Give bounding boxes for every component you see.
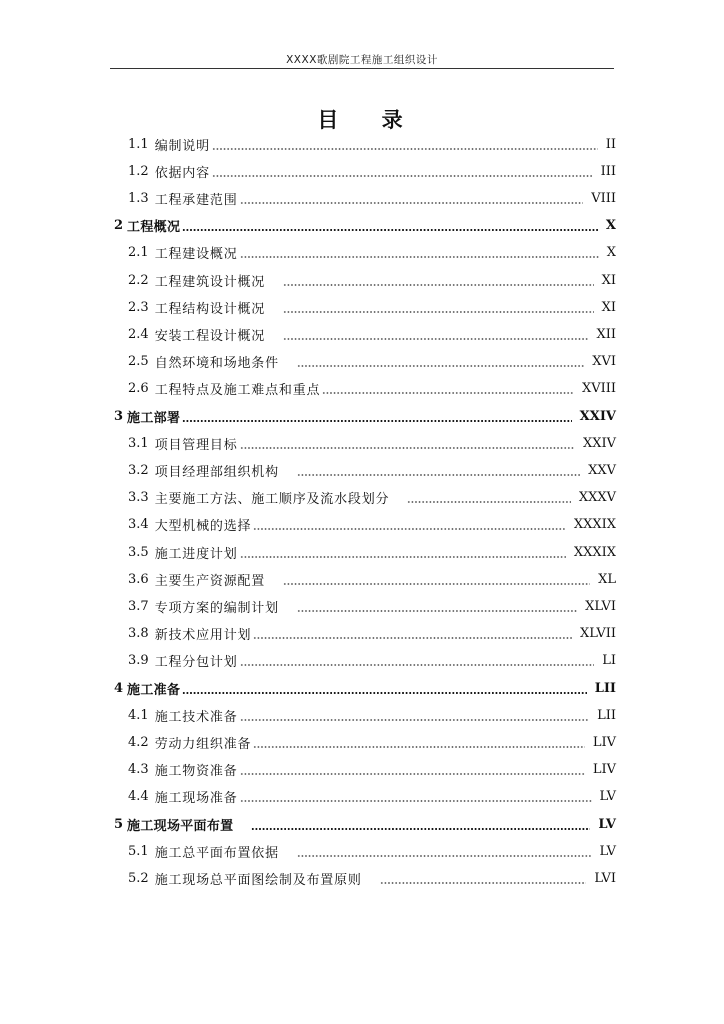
page-header: XXXX歌剧院工程施工组织设计 <box>286 54 438 66</box>
toc-chapter-entry[interactable] <box>114 213 616 239</box>
toc-page-number: XL <box>598 571 616 587</box>
toc-entry-number: 1.3 <box>128 190 149 206</box>
toc-entry-number: 3.9 <box>128 653 149 669</box>
dot-leader <box>212 165 593 178</box>
dot-leader <box>240 437 575 450</box>
dot-leader <box>182 682 586 695</box>
dot-leader <box>240 709 590 722</box>
toc-entry-title: 施工现场总平面图绘制及布置原则 <box>154 872 362 888</box>
toc-entry-number: 3.4 <box>128 517 149 533</box>
toc-section-entry[interactable] <box>128 376 616 402</box>
dot-leader <box>253 627 572 640</box>
dot-leader <box>297 600 577 613</box>
toc-section-entry[interactable] <box>128 539 616 565</box>
dot-leader <box>182 219 598 232</box>
toc-page-number: LV <box>599 843 616 859</box>
toc-page-number: LV <box>599 789 616 805</box>
toc-entry-number: 3.2 <box>128 462 149 478</box>
toc-page-number: LII <box>597 707 616 723</box>
toc-entry-number: 3.1 <box>128 435 149 451</box>
toc-page-number: LI <box>602 653 616 669</box>
toc-entry-title: 工程承建范围 <box>154 192 238 208</box>
toc-section-entry[interactable] <box>128 158 616 184</box>
toc-section-entry[interactable] <box>128 784 616 810</box>
toc-page-number: LIV <box>592 734 616 750</box>
dot-leader <box>182 410 571 423</box>
toc-entry-title: 专项方案的编制计划 <box>154 600 279 616</box>
toc-entry-number: 5 <box>114 816 124 832</box>
toc-page-number: XVI <box>592 354 616 370</box>
toc-entry-title: 安装工程设计概况 <box>154 328 266 344</box>
dot-leader <box>380 872 587 885</box>
toc-entry-number: 5.2 <box>128 870 149 886</box>
toc-entry-title: 工程建筑设计概况 <box>154 274 266 290</box>
toc-page-number: X <box>605 218 616 234</box>
toc-section-entry[interactable] <box>128 131 616 157</box>
toc-section-entry[interactable] <box>128 321 616 347</box>
toc-entry-number: 2.2 <box>128 272 149 288</box>
header-divider <box>110 68 614 69</box>
toc-page-number: XXV <box>588 462 616 478</box>
toc-entry-number: 2.3 <box>128 299 149 315</box>
dot-leader <box>283 573 590 586</box>
toc-entry-title: 工程特点及施工难点和重点 <box>154 383 321 399</box>
toc-section-entry[interactable] <box>128 185 616 211</box>
dot-leader <box>297 355 584 368</box>
dot-leader <box>240 192 584 205</box>
dot-leader <box>240 790 592 803</box>
toc-page-number: XLVII <box>579 626 616 642</box>
toc-entry-title: 劳动力组织准备 <box>154 736 252 752</box>
toc-entry-title: 工程结构设计概况 <box>154 301 266 317</box>
toc-page-number: LII <box>594 680 616 696</box>
toc-section-entry[interactable] <box>128 267 616 293</box>
toc-section-entry[interactable] <box>128 648 616 674</box>
toc-page-number: XXXIX <box>573 517 616 533</box>
toc-page-number: XXXIX <box>573 544 616 560</box>
dot-leader <box>407 491 571 504</box>
toc-section-entry[interactable] <box>128 838 616 864</box>
toc-entry-title: 主要施工方法、施工顺序及流水段划分 <box>154 492 390 508</box>
toc-entry-title: 工程分包计划 <box>154 655 238 671</box>
dot-leader <box>322 382 574 395</box>
toc-entry-title: 施工总平面布置依据 <box>154 845 279 861</box>
toc-page-number: XVIII <box>581 381 616 397</box>
toc-entry-title: 新技术应用计划 <box>154 628 252 644</box>
dot-leader <box>240 546 566 559</box>
dot-leader <box>283 328 588 341</box>
toc-section-entry[interactable] <box>128 729 616 755</box>
toc-entry-title: 工程建设概况 <box>154 247 238 263</box>
toc-section-entry[interactable] <box>128 240 616 266</box>
toc-entry-number: 3.5 <box>128 544 149 560</box>
toc-chapter-entry[interactable] <box>114 675 616 701</box>
toc-entry-number: 2.6 <box>128 381 149 397</box>
toc-entry-number: 2.4 <box>128 326 149 342</box>
dot-leader <box>283 274 594 287</box>
toc-entry-number: 3 <box>114 408 124 424</box>
dot-leader <box>297 845 592 858</box>
toc-entry-number: 4.1 <box>128 707 149 723</box>
toc-entry-number: 5.1 <box>128 843 149 859</box>
toc-page-number: XXIV <box>582 435 616 451</box>
dot-leader <box>297 464 580 477</box>
toc-page-number: II <box>605 136 616 152</box>
toc-section-entry[interactable] <box>128 512 616 538</box>
dot-leader <box>212 138 598 151</box>
toc-page-number: III <box>600 163 616 179</box>
toc-entry-number: 2.5 <box>128 354 149 370</box>
toc-page-number: X <box>606 245 616 261</box>
toc-entry-number: 4 <box>114 680 124 696</box>
toc-entry-title: 主要生产资源配置 <box>154 573 266 589</box>
dot-leader <box>253 736 585 749</box>
toc-entry-number: 4.3 <box>128 762 149 778</box>
toc-entry-title: 自然环境和场地条件 <box>154 356 279 372</box>
toc-page-number: VIII <box>591 190 616 206</box>
toc-entry-number: 1.2 <box>128 163 149 179</box>
toc-page-number: XI <box>601 272 616 288</box>
toc-entry-number: 4.4 <box>128 789 149 805</box>
toc-chapter-entry[interactable] <box>114 811 616 837</box>
toc-entry-title: 施工进度计划 <box>154 546 238 562</box>
toc-section-entry[interactable] <box>128 865 616 891</box>
toc-page-number: LV <box>598 816 616 832</box>
toc-page-number: LVI <box>594 870 616 886</box>
toc-page-number: LIV <box>592 762 616 778</box>
toc-section-entry[interactable] <box>128 430 616 456</box>
toc-entry-title: 项目管理目标 <box>154 437 238 453</box>
toc-section-entry[interactable] <box>128 566 616 592</box>
toc-entry-title: 工程概况 <box>127 220 181 236</box>
toc-section-entry[interactable] <box>128 593 616 619</box>
dot-leader <box>253 518 566 531</box>
dot-leader <box>283 301 594 314</box>
toc-entry-title: 施工现场平面布置 <box>127 818 234 834</box>
toc-entry-title: 编制说明 <box>154 138 210 154</box>
toc-page-number: XXXV <box>578 490 616 506</box>
toc-section-entry[interactable] <box>128 757 616 783</box>
toc-page-number: XI <box>601 299 616 315</box>
toc-section-entry[interactable] <box>128 702 616 728</box>
toc-section-entry[interactable] <box>128 457 616 483</box>
toc-entry-number: 4.2 <box>128 734 149 750</box>
toc-section-entry[interactable] <box>128 349 616 375</box>
toc-entry-title: 施工准备 <box>127 682 181 698</box>
toc-section-entry[interactable] <box>128 485 616 511</box>
toc-entry-title: 大型机械的选择 <box>154 519 252 535</box>
dot-leader <box>240 246 599 259</box>
toc-entry-number: 2.1 <box>128 245 149 261</box>
toc-entry-title: 施工物资准备 <box>154 764 238 780</box>
toc-entry-number: 1.1 <box>128 136 149 152</box>
toc-entry-number: 3.3 <box>128 490 149 506</box>
toc-page-number: XII <box>596 326 616 342</box>
dot-leader <box>251 818 590 831</box>
toc-entry-number: 3.7 <box>128 598 149 614</box>
toc-page-number: XLVI <box>585 598 616 614</box>
toc-entry-title: 项目经理部组织机构 <box>154 464 279 480</box>
toc-entry-title: 施工技术准备 <box>154 709 238 725</box>
toc-entry-title: 施工现场准备 <box>154 791 238 807</box>
dot-leader <box>240 654 595 667</box>
toc-entry-number: 3.8 <box>128 626 149 642</box>
toc-title: 目 录 <box>317 108 421 132</box>
toc-section-entry[interactable] <box>128 621 616 647</box>
toc-chapter-entry[interactable] <box>114 403 616 429</box>
toc-section-entry[interactable] <box>128 294 616 320</box>
toc-entry-title: 依据内容 <box>154 165 210 181</box>
toc-page-number: XXIV <box>579 408 616 424</box>
toc-entry-number: 2 <box>114 218 124 234</box>
toc-entry-title: 施工部署 <box>127 410 181 426</box>
dot-leader <box>240 763 585 776</box>
toc-entry-number: 3.6 <box>128 571 149 587</box>
